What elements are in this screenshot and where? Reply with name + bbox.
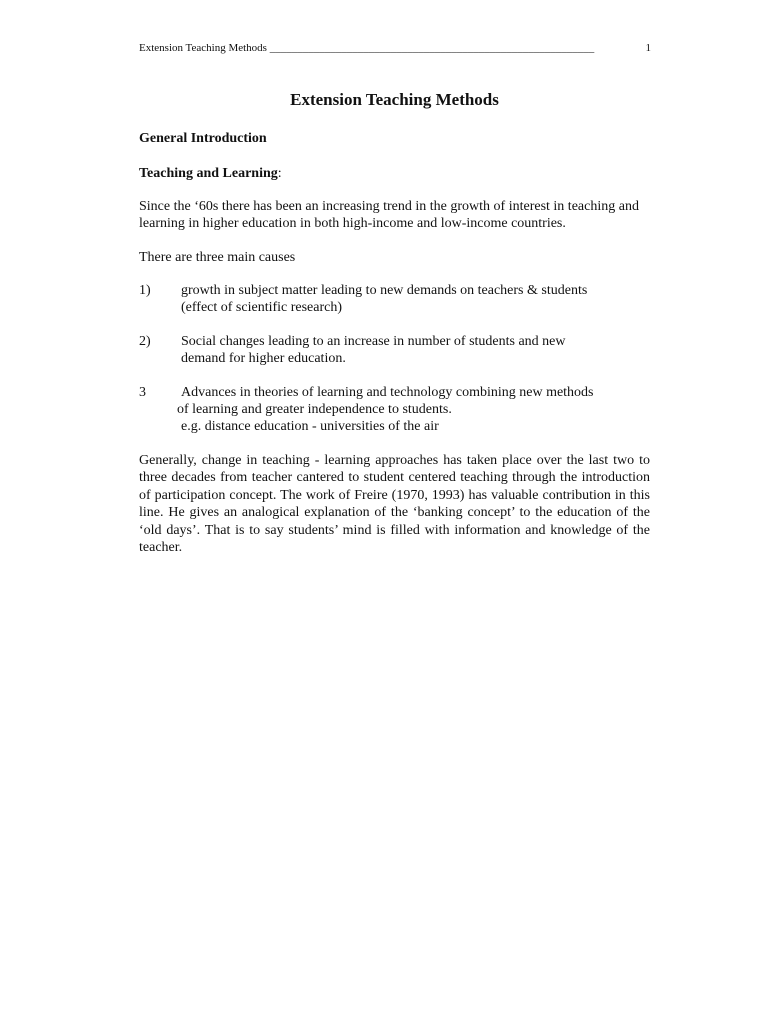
list-item-line: Advances in theories of learning and technology combining new methods [181,384,594,400]
list-item [139,282,650,317]
list-item-number: 1) [139,283,151,299]
subheading-text: Teaching and Learning [139,166,278,182]
subheading [139,165,650,182]
list-item-line: e.g. distance education - universities of the air [181,419,439,435]
list-item [139,384,650,436]
list-item-line: of learning and greater independence to students. [177,402,452,418]
causes-intro: There are three main causes [139,249,296,265]
closing-paragraph: Generally, change in teaching - learning approaches has taken place over the last two to three decades from teacher cantered to student centered teaching through the introduction of participation concept. The work of Freire (1970, 1993) has valuable contribution in this line. He gives an analogical explanation of the ‘banking concept’ to the education of the ‘old days’. That is to say students’ mind is filled with information and knowledge of the teacher. [139,452,650,555]
document-title: Extension Teaching Methods [290,90,499,109]
subheading-colon: : [277,166,282,182]
list-item [139,333,650,368]
list-item-number: 2) [139,333,151,349]
section-heading: General Introduction [139,131,267,146]
running-header-title: Extension Teaching Methods ___________________________________________________________ [139,42,595,54]
document-body [139,89,650,572]
intro-paragraph [139,198,650,233]
intro-paragraph-line-2: learning in higher education in both high-income and low-income countries. [139,216,566,232]
list-item-line: (effect of scientific research) [181,300,343,316]
intro-paragraph-line-1: Since the ‘60s there has been an increasing trend in the growth of interest in teaching and [139,198,639,214]
list-item-line: growth in subject matter leading to new demands on teachers & students [181,283,588,299]
list-item-line: demand for higher education. [181,351,346,367]
page-number: 1 [645,42,651,54]
list-item-line: Social changes leading to an increase in number of students and new [181,333,566,349]
list-item-number: 3 [139,384,146,400]
